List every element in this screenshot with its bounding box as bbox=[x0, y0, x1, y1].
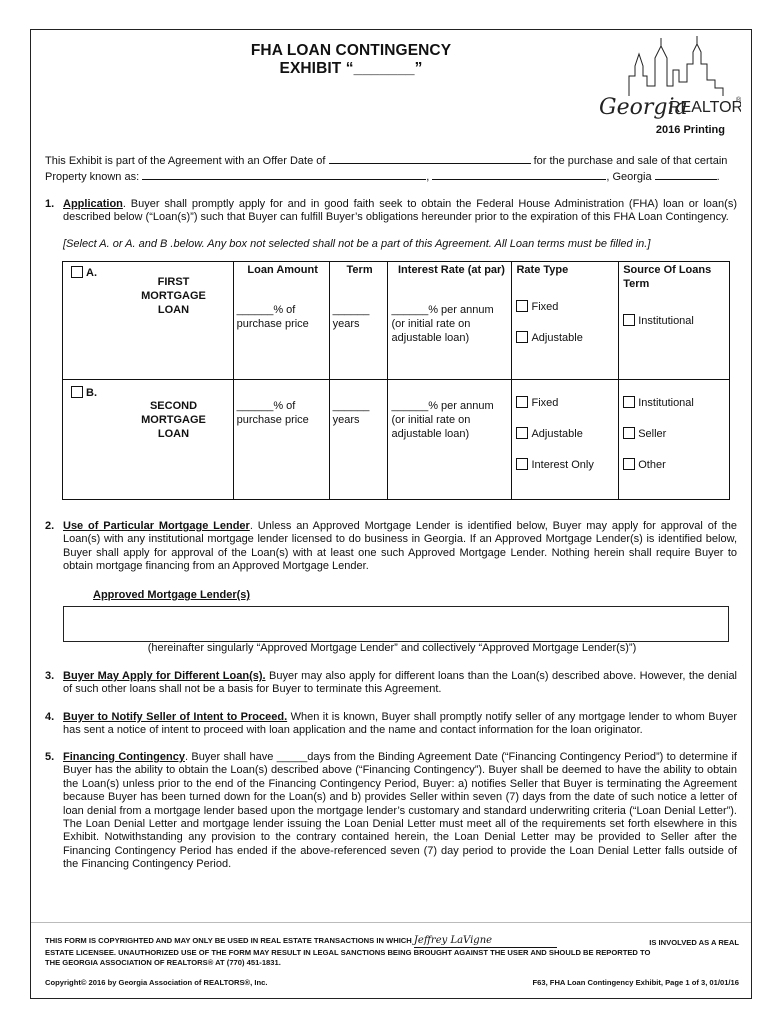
table-row-a bbox=[63, 262, 730, 380]
svg-text:REALTORS: REALTOR bbox=[669, 99, 741, 116]
header-loan-amount: Loan Amount bbox=[247, 264, 318, 276]
intro-line-2 bbox=[45, 169, 737, 184]
option-label: Institutional bbox=[638, 397, 694, 409]
section-heading: Application bbox=[63, 198, 123, 210]
footer-line-2: ESTATE LICENSEE. UNAUTHORIZED USE OF THE FORM MAY RESULT IN LEGAL SANCTIONS BEING BROUGHT AGAINST THE USER AND SHOULD BE REPORTED TO bbox=[45, 948, 651, 957]
section-notify-seller bbox=[45, 711, 737, 738]
exhibit-label: EXHIBIT “_______” bbox=[279, 60, 423, 77]
second-mortgage-text: SECOND MORTGAGE LOAN bbox=[141, 400, 206, 440]
property-label: Property known as: bbox=[45, 171, 140, 183]
checkbox-fixed-b[interactable] bbox=[516, 396, 528, 408]
row-a-term-unit: years bbox=[332, 318, 360, 330]
option-adjustable-a[interactable] bbox=[516, 331, 618, 345]
section-heading: Buyer May Apply for Different Loan(s). bbox=[63, 670, 266, 682]
checkbox-interest-only-b[interactable] bbox=[516, 458, 528, 470]
section-text: . Buyer shall promptly apply for and in good faith seek to obtain the Federal House Administration (FHA) loan or loan(s) described below (“Loan(s)”) such that Buyer can fulfill Buyer’s obligations hereunder prior to the expiration of this FHA Loan Contingency. bbox=[63, 198, 737, 224]
option-fixed-a[interactable] bbox=[516, 300, 618, 314]
section-number: 1. bbox=[45, 198, 55, 210]
row-a-rate-value[interactable]: ______% per annum (or initial rate on adjustable loan) bbox=[391, 304, 494, 344]
row-b-term-unit: years bbox=[332, 414, 360, 426]
footer-line-1-end: IS INVOLVED AS A REAL bbox=[649, 938, 739, 947]
row-a-rate bbox=[387, 262, 512, 380]
checkbox-other-b[interactable] bbox=[623, 458, 635, 470]
checkbox-adjustable-a[interactable] bbox=[516, 331, 528, 343]
section-mortgage-lender bbox=[45, 520, 737, 574]
option-interest-only-b[interactable] bbox=[516, 458, 618, 472]
printing-year: 2016 Printing bbox=[655, 124, 725, 136]
row-a-term bbox=[329, 262, 387, 380]
checkbox-fixed-a[interactable] bbox=[516, 300, 528, 312]
first-mortgage-label bbox=[114, 262, 233, 380]
section-text: . Buyer shall have _____days from the Binding Agreement Date (“Financing Contingency Period”) to determine if Buyer has the ability to obtain the Loan(s) described above (“Financing Contingency”). Buyer shall be deemed to have the ability to obtain the Loan(s) unless prior to the end of the Financing Contingency Period, Buyer: a) notifies Seller that Buyer is terminating the Agreement because Buyer has been turned down for the Loan(s) and b) provides Seller within seven (7) days from the date of such notice a letter of loan denial from a mortgage lender based upon the mortgage lender’s customary and standard underwriting criteria (“Loan Denial Letter”). The Loan Denial Letter and mortgage lender issuing the Loan Denial Letter must meet all of the requirements set forth elsewhere in this Exhibit. Notwithstanding any provision to the contrary contained herein, the Loan Denial Letter may be provided to Seller after the Financing Contingency Period has ended if the above-referenced seven (7) day period to provide the Loan Denial Letter falls outside of the Financing Contingency Period. bbox=[63, 751, 737, 871]
option-label: Fixed bbox=[531, 301, 559, 313]
option-label: Fixed bbox=[531, 397, 559, 409]
footer-line-3: THE GEORGIA ASSOCIATION OF REALTORS® AT (770) 451-1831. bbox=[45, 958, 281, 967]
checkbox-b[interactable] bbox=[71, 386, 83, 398]
intro-line-1 bbox=[45, 153, 737, 168]
row-b-rate bbox=[387, 380, 512, 500]
row-b-label: B. bbox=[86, 387, 97, 399]
lender-note: (hereinafter singularly “Approved Mortgage Lender” and collectively “Approved Mortgage Lender(s)”) bbox=[147, 642, 637, 654]
footer-divider bbox=[31, 922, 751, 923]
row-b-term bbox=[329, 380, 387, 500]
row-b-select bbox=[63, 380, 115, 500]
option-fixed-b[interactable] bbox=[516, 396, 618, 410]
option-label: Seller bbox=[638, 428, 667, 440]
row-b-amount bbox=[233, 380, 329, 500]
row-b-amount-value[interactable]: ______% of purchase price bbox=[236, 400, 309, 426]
first-mortgage-text: FIRST MORTGAGE LOAN bbox=[141, 276, 206, 316]
section-text: Buyer may also apply for different loans than the Loan(s) described above. However, the denial of such other loans shall not be a basis for Buyer to terminate this Agreement. bbox=[63, 670, 737, 696]
approved-lender-field[interactable] bbox=[63, 606, 729, 642]
option-label: Adjustable bbox=[531, 428, 583, 440]
header-rate-type: Rate Type bbox=[516, 264, 569, 276]
property-city-field[interactable] bbox=[432, 169, 606, 180]
section-heading: Buyer to Notify Seller of Intent to Proceed. bbox=[63, 711, 288, 723]
option-institutional-b[interactable] bbox=[623, 396, 729, 410]
selection-instruction: [Select A. or A. and B .below. Any box not selected shall not be a part of this Agreement. All Loan terms must be filled in.] bbox=[63, 238, 651, 250]
footer-notice bbox=[45, 936, 739, 968]
section-heading: Financing Contingency bbox=[63, 751, 185, 763]
row-a-label: A. bbox=[86, 267, 97, 279]
checkbox-a[interactable] bbox=[71, 266, 83, 278]
second-mortgage-label bbox=[114, 380, 233, 500]
section-number: 5. bbox=[45, 751, 55, 763]
option-label: Institutional bbox=[638, 315, 694, 327]
offer-date-field[interactable] bbox=[329, 153, 531, 164]
checkbox-seller-b[interactable] bbox=[623, 427, 635, 439]
header-term: Term bbox=[346, 264, 373, 276]
section-number: 4. bbox=[45, 711, 55, 723]
intro-purchase-text: for the purchase and sale of that certain bbox=[533, 155, 728, 167]
row-a-term-field[interactable]: ______ bbox=[332, 304, 370, 316]
checkbox-institutional-a[interactable] bbox=[623, 314, 635, 326]
form-id: F63, FHA Loan Contingency Exhibit, Page 1 of 3, 01/01/16 bbox=[532, 978, 739, 987]
row-b-term-field[interactable]: ______ bbox=[332, 400, 370, 412]
svg-text:Georgia: Georgia bbox=[599, 95, 688, 120]
header-interest-rate: Interest Rate (at par) bbox=[398, 264, 505, 276]
option-other-b[interactable] bbox=[623, 458, 729, 472]
property-zip-field[interactable] bbox=[655, 169, 717, 180]
loan-table bbox=[62, 261, 730, 500]
section-number: 2. bbox=[45, 520, 55, 532]
approved-lender-label: Approved Mortgage Lender(s) bbox=[93, 589, 251, 601]
section-text: When it is known, Buyer shall promptly notify seller of any mortgage lender to whom Buyer has sent a notice of intent to proceed with loan application and the name and contact information for the loan originator. bbox=[63, 711, 737, 737]
row-a-source bbox=[619, 262, 730, 380]
header-source: Source Of Loans Term bbox=[623, 264, 712, 290]
option-label: Adjustable bbox=[531, 332, 583, 344]
footer-bottom bbox=[45, 978, 739, 988]
period: . bbox=[716, 171, 720, 183]
table-row-b bbox=[63, 380, 730, 500]
section-number: 3. bbox=[45, 670, 55, 682]
licensee-name: Jeffrey LaVigne bbox=[414, 936, 557, 948]
row-a-amount-value[interactable]: ______% of purchase price bbox=[236, 304, 309, 330]
row-a-rate-type bbox=[512, 262, 619, 380]
svg-text:®: ® bbox=[736, 97, 741, 104]
form-page bbox=[30, 29, 752, 999]
row-a-amount bbox=[233, 262, 329, 380]
checkbox-institutional-b[interactable] bbox=[623, 396, 635, 408]
copyright: Copyright© 2016 by Georgia Association of REALTORS®, Inc. bbox=[45, 978, 268, 987]
row-b-rate-type bbox=[512, 380, 619, 500]
georgia-realtors-logo bbox=[591, 36, 741, 124]
row-b-source bbox=[619, 380, 730, 500]
section-different-loans bbox=[45, 670, 737, 697]
section-application bbox=[45, 198, 737, 225]
row-b-rate-value[interactable]: ______% per annum (or initial rate on adjustable loan) bbox=[391, 400, 494, 440]
option-institutional-a[interactable] bbox=[623, 314, 729, 328]
comma: , bbox=[426, 171, 430, 183]
checkbox-adjustable-b[interactable] bbox=[516, 427, 528, 439]
section-financing-contingency bbox=[45, 751, 737, 872]
option-seller-b[interactable] bbox=[623, 427, 729, 441]
form-title: FHA LOAN CONTINGENCY bbox=[250, 42, 452, 59]
option-label: Other bbox=[638, 459, 666, 471]
row-a-select bbox=[63, 262, 115, 380]
option-adjustable-b[interactable] bbox=[516, 427, 618, 441]
intro-offer-text: This Exhibit is part of the Agreement with an Offer Date of bbox=[45, 155, 326, 167]
section-text: . Unless an Approved Mortgage Lender is identified below, Buyer may apply for approval of the Loan(s) with any institutional mortgage lender licensed to do business in Georgia. If an Approved Mortgage Lender(s) is identified below, Buyer shall apply for approval of the Loan(s) with at least one such Approved Mortgage Lender. Nothing herein shall require Buyer to obtain mortgage financing from an Approved Mortgage Lender. bbox=[63, 520, 737, 573]
option-label: Interest Only bbox=[531, 459, 594, 471]
georgia-label: , Georgia bbox=[606, 171, 652, 183]
property-address-field[interactable] bbox=[142, 169, 426, 180]
section-heading: Use of Particular Mortgage Lender bbox=[63, 520, 250, 532]
footer-line-1: THIS FORM IS COPYRIGHTED AND MAY ONLY BE USED IN REAL ESTATE TRANSACTIONS IN WHICH bbox=[45, 936, 412, 945]
